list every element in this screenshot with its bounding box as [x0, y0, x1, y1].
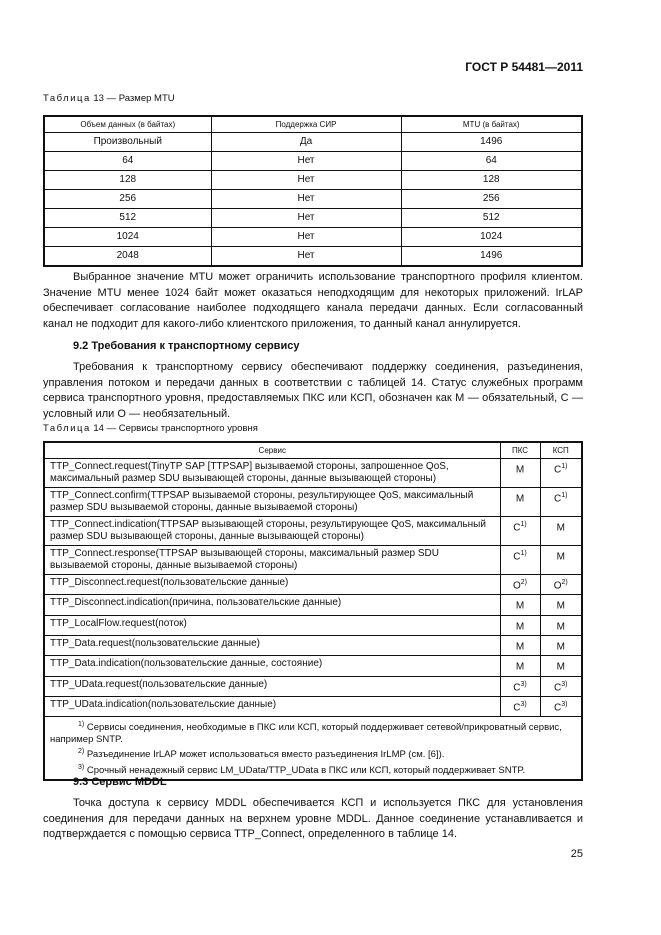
- table-row: [44, 171, 582, 190]
- table-cell: 1024: [401, 228, 582, 247]
- service-cell: [44, 696, 500, 716]
- table-row: [44, 656, 582, 676]
- column-header: Объем данных (в байтах): [44, 116, 211, 133]
- table-footnotes: [44, 717, 582, 780]
- table-row: [44, 635, 582, 655]
- footnote: [50, 719, 576, 746]
- table-cell: 128: [401, 171, 582, 190]
- table-cell: Да: [211, 133, 401, 152]
- service-args: (TinyTP SAP [TTPSAP] вызываемой стороны, запрошенное QoS, максимальный размер SDU вызывающей стороны, данные вызывающей стороны): [50, 461, 449, 484]
- status-value: М: [556, 661, 565, 673]
- status-value: М: [556, 522, 565, 534]
- footnote-text: Срочный ненадежный сервис LM_UData/TTP_UData в ПКС или КСП, который поддерживает SNTP.: [84, 764, 526, 776]
- pks-status: [500, 517, 540, 546]
- service-cell: [44, 546, 500, 575]
- footnote: [50, 762, 576, 777]
- pks-status: [500, 575, 540, 595]
- table-cell: 1496: [401, 247, 582, 267]
- footnote-ref: 2): [520, 579, 527, 586]
- table-cell: 512: [401, 209, 582, 228]
- table-cell: 256: [44, 190, 211, 209]
- paragraph-text: Требования к транспортному сервису обеспечивают поддержку соединения, разъединения, управления потоком и передачи данных в соответствии с таблицей 14. Статус служебных программ сервиса транспортного уровня, предоставляемых ПКС или КСП, обозначен как М — обязательный, С — условный или О — необязательный.: [43, 361, 583, 420]
- service-args: (пользовательские данные): [147, 698, 277, 710]
- service-name: TTP_Disconnect.request: [50, 577, 161, 588]
- service-args: (пользовательские данные, состояние): [140, 658, 323, 670]
- service-args: (пользовательские данные): [160, 577, 289, 588]
- table-cell: 64: [401, 152, 582, 171]
- ksp-status: [540, 517, 582, 546]
- service-args: (TTPSAP вызывающей стороны, максимальный размер SDU вызываемой стороны, данные вызываемой стороны): [50, 548, 439, 571]
- service-args: (причина, пользовательские данные): [168, 597, 342, 609]
- service-name: TTP_UData.indication: [50, 698, 148, 710]
- status-value: М: [556, 551, 565, 563]
- service-name: TTP_Connect.confirm: [50, 490, 148, 501]
- ksp-status: [540, 459, 582, 488]
- table13-caption: [43, 93, 175, 104]
- table-row: [44, 133, 582, 152]
- table-cell: 1024: [44, 228, 211, 247]
- table-cell: 128: [44, 171, 211, 190]
- table14-caption: [43, 423, 258, 434]
- footnote-mark: 2): [78, 748, 85, 756]
- ksp-status: [540, 635, 582, 655]
- status-value: М: [556, 620, 565, 632]
- footnote-ref: 1): [561, 463, 568, 470]
- service-name: TTP_Connect.response: [50, 548, 156, 559]
- paragraph-mddl: [43, 796, 583, 843]
- table-cell: Нет: [211, 152, 401, 171]
- caption-text: 14 — Сервисы транспортного уровня: [90, 423, 258, 434]
- table-row: [44, 517, 582, 546]
- caption-text: 13 — Размер MTU: [90, 93, 175, 104]
- service-cell: [44, 517, 500, 546]
- section-heading-9-2: 9.2 Требования к транспортному сервису: [73, 340, 300, 352]
- footnote-ref: 3): [520, 700, 527, 708]
- pks-status: [500, 635, 540, 655]
- table-cell: Нет: [211, 247, 401, 267]
- footnote-ref: 3): [561, 680, 568, 688]
- footnote-mark: 3): [78, 763, 85, 771]
- service-args: (TTPSAP вызывающей стороны, результирующее QoS, максимальный размер SDU вызывающей стороны, данные вызывающей стороны): [50, 519, 486, 542]
- table-row: [44, 459, 582, 488]
- table-row: [44, 190, 582, 209]
- paragraph-mtu: [43, 270, 583, 332]
- table-row: [44, 152, 582, 171]
- status-value: М: [556, 600, 565, 612]
- status-value: М: [515, 600, 525, 612]
- service-name: TTP_Connect.indication: [50, 519, 157, 530]
- service-args: (поток): [155, 617, 187, 629]
- service-cell: [44, 635, 500, 655]
- service-cell: [44, 575, 500, 595]
- service-args: (пользовательские данные): [138, 678, 268, 690]
- service-name: TTP_UData.request: [50, 678, 139, 690]
- service-cell: [44, 595, 500, 615]
- table-cell: 512: [44, 209, 211, 228]
- status-value: С: [513, 551, 521, 563]
- caption-word: Таблица: [43, 93, 91, 104]
- table-cell: Нет: [211, 209, 401, 228]
- ksp-status: [540, 676, 582, 696]
- pks-status: [500, 656, 540, 676]
- status-value: М: [515, 620, 525, 632]
- column-header: Поддержка СИР: [211, 116, 401, 133]
- status-value: О: [553, 580, 562, 592]
- table-row: [44, 209, 582, 228]
- pks-status: [500, 615, 540, 635]
- pks-status: [500, 459, 540, 488]
- table-13-mtu: [43, 115, 583, 267]
- table-cell: Нет: [211, 190, 401, 209]
- footnote-text: Сервисы соединения, необходимые в ПКС или КСП, который поддерживает сетевой/прикроватный сервис, например SNTP.: [50, 722, 562, 746]
- footnote-ref: 1): [520, 521, 527, 528]
- table-row: [44, 595, 582, 615]
- service-name: TTP_Disconnect.indication: [50, 597, 169, 609]
- table-row: [44, 575, 582, 595]
- status-value: С: [554, 702, 562, 714]
- section-heading-9-3: 9.3 Сервис MDDL: [73, 776, 167, 788]
- table-row: [44, 615, 582, 635]
- status-value: М: [515, 493, 525, 505]
- status-value: С: [554, 464, 562, 476]
- service-cell: [44, 676, 500, 696]
- table-cell: Произвольный: [44, 133, 211, 152]
- status-value: С: [513, 522, 521, 534]
- service-cell: [44, 615, 500, 635]
- pks-status: [500, 595, 540, 615]
- service-args: (TTPSAP вызываемой стороны, результирующее QoS, максимальный размер SDU вызываемой стороны, данные вызываемой стороны): [50, 490, 474, 513]
- service-name: TTP_Data.indication: [50, 658, 141, 670]
- table-row: [44, 696, 582, 716]
- column-header: ПКС: [500, 442, 540, 459]
- status-value: С: [513, 702, 521, 714]
- ksp-status: [540, 488, 582, 517]
- table-row: [44, 488, 582, 517]
- ksp-status: [540, 696, 582, 716]
- status-value: С: [554, 681, 562, 693]
- ksp-status: [540, 595, 582, 615]
- table-row: [44, 228, 582, 247]
- status-value: С: [513, 681, 521, 693]
- footnote-ref: 2): [561, 579, 568, 586]
- column-header: MTU (в байтах): [401, 116, 582, 133]
- table-cell: 64: [44, 152, 211, 171]
- ksp-status: [540, 615, 582, 635]
- ksp-status: [540, 546, 582, 575]
- caption-word: Таблица: [43, 423, 91, 434]
- status-value: М: [515, 464, 525, 476]
- table-cell: 1496: [401, 133, 582, 152]
- table-cell: 2048: [44, 247, 211, 267]
- pks-status: [500, 546, 540, 575]
- service-name: TTP_Data.request: [50, 637, 132, 649]
- paragraph-text: Выбранное значение MTU может ограничить использование транспортного профиля клиентом. Значение MTU менее 1024 байт может оказаться неподходящим для некоторых приложений. IrLAP обеспечивает согласование наиболее подходящего канала передачи данных. Если согласованный канал не подходит для какого-либо клиентского приложения, то данный канал аннулируется.: [43, 271, 583, 330]
- table-row: [44, 676, 582, 696]
- status-value: М: [515, 661, 525, 673]
- status-value: М: [515, 641, 525, 653]
- page-number: 25: [570, 848, 583, 860]
- table-cell: 256: [401, 190, 582, 209]
- footnote: [50, 746, 576, 761]
- table-row: [44, 546, 582, 575]
- service-name: TTP_Connect.request: [50, 461, 148, 472]
- table-cell: Нет: [211, 171, 401, 190]
- table-cell: Нет: [211, 228, 401, 247]
- status-value: М: [556, 641, 565, 653]
- service-cell: [44, 656, 500, 676]
- service-cell: [44, 488, 500, 517]
- service-args: (пользовательские данные): [131, 637, 260, 649]
- service-name: TTP_LocalFlow.request: [50, 617, 156, 629]
- column-header: КСП: [540, 442, 582, 459]
- footnote-ref: 3): [561, 700, 568, 708]
- footnote-ref: 1): [561, 492, 568, 499]
- pks-status: [500, 488, 540, 517]
- status-value: О: [512, 580, 521, 592]
- ksp-status: [540, 575, 582, 595]
- footnote-ref: 1): [520, 550, 527, 557]
- service-cell: [44, 459, 500, 488]
- status-value: С: [554, 493, 562, 505]
- standard-header: ГОСТ Р 54481—2011: [465, 60, 583, 74]
- pks-status: [500, 676, 540, 696]
- footnote-text: Разъединение IrLAP может использоваться вместо разъединения IrLMP (см. [6]).: [84, 749, 445, 761]
- pks-status: [500, 696, 540, 716]
- paragraph-transport: [43, 360, 583, 422]
- footnote-mark: 1): [78, 721, 85, 729]
- table-14-services: [43, 441, 583, 781]
- column-header: Сервис: [44, 442, 500, 459]
- table-row: [44, 247, 582, 267]
- footnote-ref: 3): [520, 680, 527, 688]
- paragraph-text: Точка доступа к сервису MDDL обеспечивается КСП и используется ПКС для установления соединения для передачи данных на верхнем уровне MDDL. Данное соединение устанавливается и подтверждается с помощью сервиса TTP_Connect, определенного в таблице 14.: [43, 797, 583, 840]
- ksp-status: [540, 656, 582, 676]
